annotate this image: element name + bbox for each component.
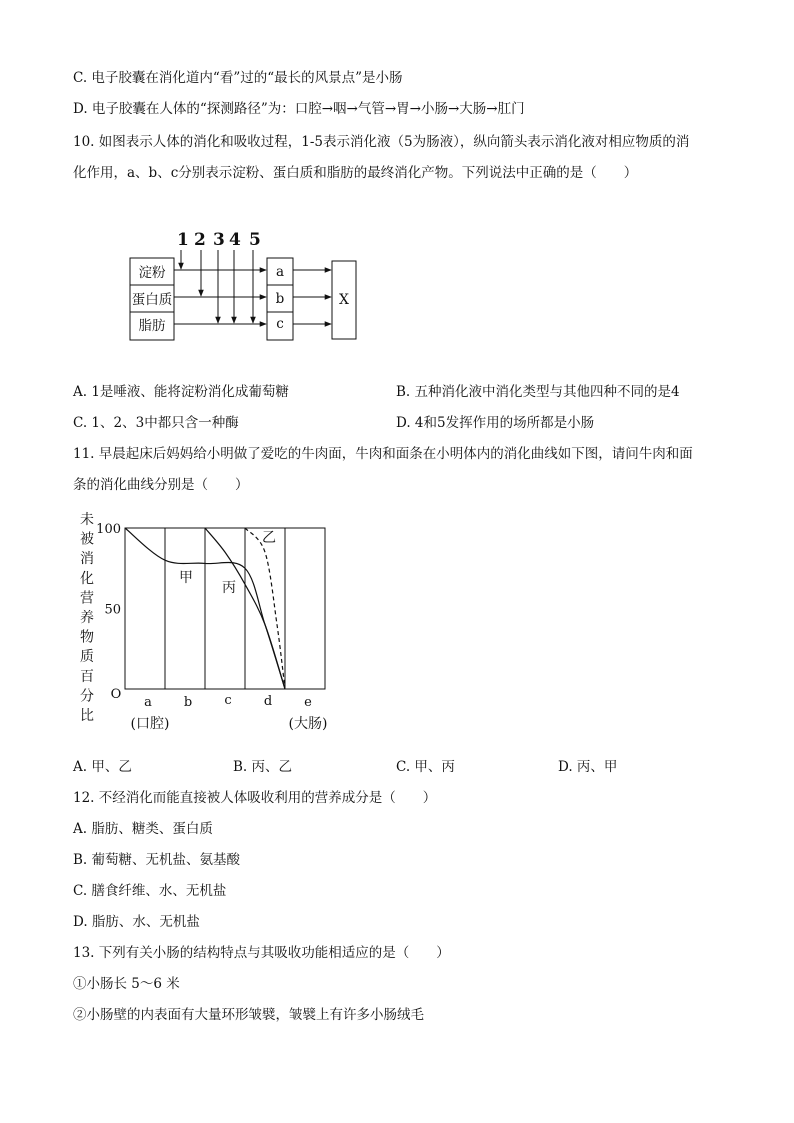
y-axis-label-char: 比 <box>80 708 94 724</box>
q13-stem: 13. 下列有关小肠的结构特点与其吸收功能相适应的是（ ） <box>73 945 450 961</box>
curve-label: 丙 <box>222 580 236 596</box>
q11-option-d: D. 丙、甲 <box>558 759 618 775</box>
q13-item-2: ②小肠壁的内表面有大量环形皱襞，皱襞上有许多小肠绒毛 <box>73 1007 424 1023</box>
x-category-label: c <box>224 693 232 708</box>
substance-starch: 淀粉 <box>138 265 166 281</box>
y-axis-label-char: 物 <box>80 629 94 646</box>
diagram-number-4: 4 <box>229 230 241 250</box>
q12-option-d: D. 脂肪、水、无机盐 <box>73 914 200 930</box>
curve-乙 <box>245 528 285 689</box>
curve-label: 甲 <box>179 570 193 586</box>
q10-stem-line1: 10. 如图表示人体的消化和吸收过程，1-5表示消化液（5为肠液），纵向箭头表示消化液对相应物质的消 <box>73 134 690 150</box>
q9-option-d: D. 电子胶囊在人体的“探测路径”为：口腔→咽→气管→胃→小肠→大肠→肛门 <box>73 101 525 117</box>
q12-stem: 12. 不经消化而能直接被人体吸收利用的营养成分是（ ） <box>73 790 437 806</box>
x-category-label: a <box>144 695 152 710</box>
q10-option-a: A. 1是唾液、能将淀粉消化成葡萄糖 <box>73 384 289 400</box>
x-category-label: b <box>183 695 193 710</box>
origin-label: O <box>110 687 122 702</box>
diagram-number-1: 1 <box>177 230 189 250</box>
q11-option-a: A. 甲、乙 <box>73 759 132 775</box>
q10-option-d: D. 4和5发挥作用的场所都是小肠 <box>396 415 595 431</box>
substance-fat: 脂肪 <box>138 318 166 334</box>
q9-option-c: C. 电子胶囊在消化道内“看”过的“最长的风景点”是小肠 <box>73 70 403 86</box>
y-axis-label-char: 养 <box>80 610 94 626</box>
q11-stem-line2: 条的消化曲线分别是（ ） <box>73 477 249 493</box>
q10-option-c: C. 1、2、3中都只含一种酶 <box>73 415 239 431</box>
substance-protein: 蛋白质 <box>131 292 173 308</box>
x-category-label: e <box>304 695 312 710</box>
q11-option-b: B. 丙、乙 <box>233 759 293 775</box>
diagram-number-3: 3 <box>213 230 225 250</box>
q12-option-b: B. 葡萄糖、无机盐、氨基酸 <box>73 852 241 868</box>
diagram-number-2: 2 <box>194 230 206 250</box>
diagram-number-5: 5 <box>249 230 261 250</box>
product-c: c <box>276 316 284 332</box>
product-b: b <box>275 291 285 307</box>
q13-item-1: ①小肠长 5～6 米 <box>73 976 180 992</box>
x-sublabel-mouth: (口腔) <box>130 716 170 732</box>
y-axis-label-char: 质 <box>80 649 94 666</box>
product-a: a <box>275 264 285 280</box>
q12-option-c: C. 膳食纤维、水、无机盐 <box>73 883 227 899</box>
y-axis-label-char: 分 <box>80 688 94 705</box>
y-axis-label-char: 化 <box>80 570 94 587</box>
curve-label: 乙 <box>262 530 276 546</box>
y-axis-label-char: 未 <box>80 512 94 528</box>
x-category-label: d <box>263 694 273 709</box>
y-tick-label: 50 <box>104 602 121 618</box>
q10-stem-line2: 化作用，a、b、c分别表示淀粉、蛋白质和脂肪的最终消化产物。下列说法中正确的是（ ） <box>73 165 638 181</box>
x-sublabel-large-intestine: (大肠) <box>288 716 328 732</box>
y-tick-label: 100 <box>96 522 121 537</box>
q11-option-c: C. 甲、丙 <box>396 759 455 775</box>
y-axis-label-char: 被 <box>80 531 94 548</box>
absorption-x: X <box>339 292 349 308</box>
y-axis-label-char: 百 <box>80 668 94 685</box>
y-axis-label-char: 消 <box>80 551 94 568</box>
q11-stem-line1: 11. 早晨起床后妈妈给小明做了爱吃的牛肉面，牛肉和面条在小明体内的消化曲线如下图，请问牛肉和面 <box>73 446 693 462</box>
q10-option-b: B. 五种消化液中消化类型与其他四种不同的是4 <box>396 384 680 400</box>
q12-option-a: A. 脂肪、糖类、蛋白质 <box>73 821 213 837</box>
y-axis-label-char: 营 <box>80 590 94 607</box>
